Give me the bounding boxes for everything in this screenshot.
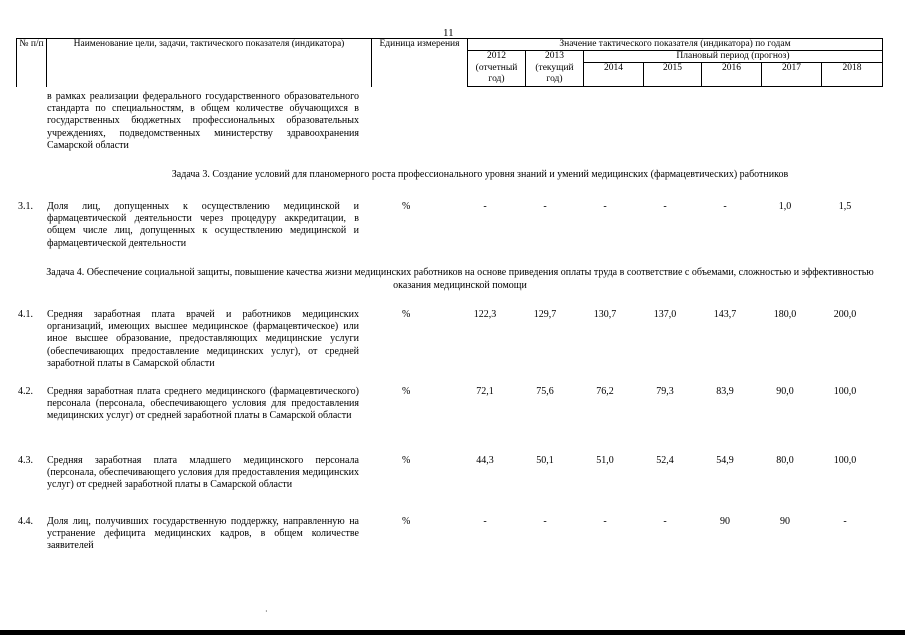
row-value-2015: 52,4 (656, 455, 674, 466)
header-unit: Единица измерения (372, 39, 468, 87)
header-2015: 2015 (644, 63, 702, 87)
header-2012: 2012 (468, 51, 526, 63)
row-num: 3.1. (18, 201, 33, 212)
row-name: Доля лиц, получивших государственную поддержку, направленную на устранение дефицита медицинских кадров, в общем количестве заявителей (47, 516, 359, 552)
header-2013: 2013 (526, 51, 584, 63)
row-unit: % (402, 516, 411, 527)
row-name: Средняя заработная плата младшего медицинского персонала (персонала, обеспечивающего условия для предоставления медицинских услуг) от средней заработной платы в Самарской области (47, 455, 359, 491)
page-bottom-border (0, 630, 905, 635)
row-value-2013: 75,6 (536, 386, 554, 397)
row-value-2015: 79,3 (656, 386, 674, 397)
row-value-2014: 76,2 (596, 386, 614, 397)
header-name: Наименование цели, задачи, тактического показателя (индикатора) (47, 39, 372, 87)
row-value-2013: 129,7 (533, 309, 557, 320)
row-unit: % (402, 201, 411, 212)
continuation-text: в рамках реализации федерального государственного образовательного стандарта по специальностям, в общем количестве обучающихся в государственных бюджетных профессиональных образовательных учреждениях, подведомственных министерству здравоохранения Самарской области (47, 91, 359, 151)
row-value-2018: 1,5 (838, 201, 852, 212)
header-2016: 2016 (702, 63, 762, 87)
row-value-2015: - (663, 516, 667, 527)
row-value-2016: 54,9 (716, 455, 734, 466)
row-num: 4.3. (18, 455, 33, 466)
row-value-2014: - (603, 201, 607, 212)
header-values: Значение тактического показателя (индикатора) по годам (468, 39, 883, 51)
row-value-2013: - (543, 201, 547, 212)
header-2013-note: (текущий год) (526, 63, 584, 87)
header-2018: 2018 (822, 63, 883, 87)
row-value-2015: 137,0 (653, 309, 677, 320)
row-value-2018: 100,0 (833, 455, 857, 466)
header-2012-note: (отчетный год) (468, 63, 526, 87)
row-name: Средняя заработная плата среднего медицинского (фармацевтического) персонала (персонала, обеспечивающего условия для предоставления медицинских услуг) от средней заработной платы в Самарской области (47, 386, 359, 422)
row-value-2014: 130,7 (593, 309, 617, 320)
row-unit: % (402, 386, 411, 397)
row-name: Доля лиц, допущенных к осуществлению медицинской и фармацевтической деятельности через процедуру аккредитации, в общем числе лиц, допущенных к осуществлению медицинской и фармацевтической деятельности (47, 201, 359, 249)
row-value-2016: 90 (720, 516, 730, 527)
row-value-2012: 72,1 (476, 386, 494, 397)
task-4-heading: Задача 4. Обеспечение социальной защиты, повышение качества жизни медицинских работников на основе приведения оплаты труда в соответствие с объемами, сложностью и эффективностью оказания медицинской помощи (46, 267, 874, 291)
row-unit: % (402, 455, 411, 466)
header-2014: 2014 (584, 63, 644, 87)
row-num: 4.4. (18, 516, 33, 527)
row-value-2018: 200,0 (833, 309, 857, 320)
row-value-2014: 51,0 (596, 455, 614, 466)
row-value-2013: - (543, 516, 547, 527)
row-value-2014: - (603, 516, 607, 527)
row-value-2012: - (483, 516, 487, 527)
row-value-2015: - (663, 201, 667, 212)
row-value-2018: - (843, 516, 847, 527)
row-num: 4.1. (18, 309, 33, 320)
row-num: 4.2. (18, 386, 33, 397)
row-value-2012: - (483, 201, 487, 212)
row-value-2017: 90,0 (776, 386, 794, 397)
row-value-2017: 90 (780, 516, 790, 527)
row-value-2013: 50,1 (536, 455, 554, 466)
row-value-2018: 100,0 (833, 386, 857, 397)
page-number: 11 (443, 27, 454, 39)
row-value-2016: 83,9 (716, 386, 734, 397)
row-value-2017: 1,0 (778, 201, 792, 212)
header-planned: Плановый период (прогноз) (584, 51, 883, 63)
task-3-heading: Задача 3. Создание условий для планомерного роста профессионального уровня знаний и умений медицинских (фармацевтических) работников (171, 169, 789, 180)
row-value-2016: - (723, 201, 727, 212)
row-value-2017: 180,0 (773, 309, 797, 320)
row-name: Средняя заработная плата врачей и работников медицинских организаций, имеющих высшее медицинское (фармацевтическое) или иное высшее образование, предоставляющих медицинские услуги (обеспечивающих предоставление медицинских услуг), от средней заработной платы в Самарской области (47, 309, 359, 369)
row-value-2017: 80,0 (776, 455, 794, 466)
row-unit: % (402, 309, 411, 320)
row-value-2016: 143,7 (713, 309, 737, 320)
row-value-2012: 122,3 (473, 309, 497, 320)
header-2017: 2017 (762, 63, 822, 87)
scan-speck: · (265, 607, 268, 616)
row-value-2012: 44,3 (476, 455, 494, 466)
header-num: № п/п (17, 39, 47, 87)
